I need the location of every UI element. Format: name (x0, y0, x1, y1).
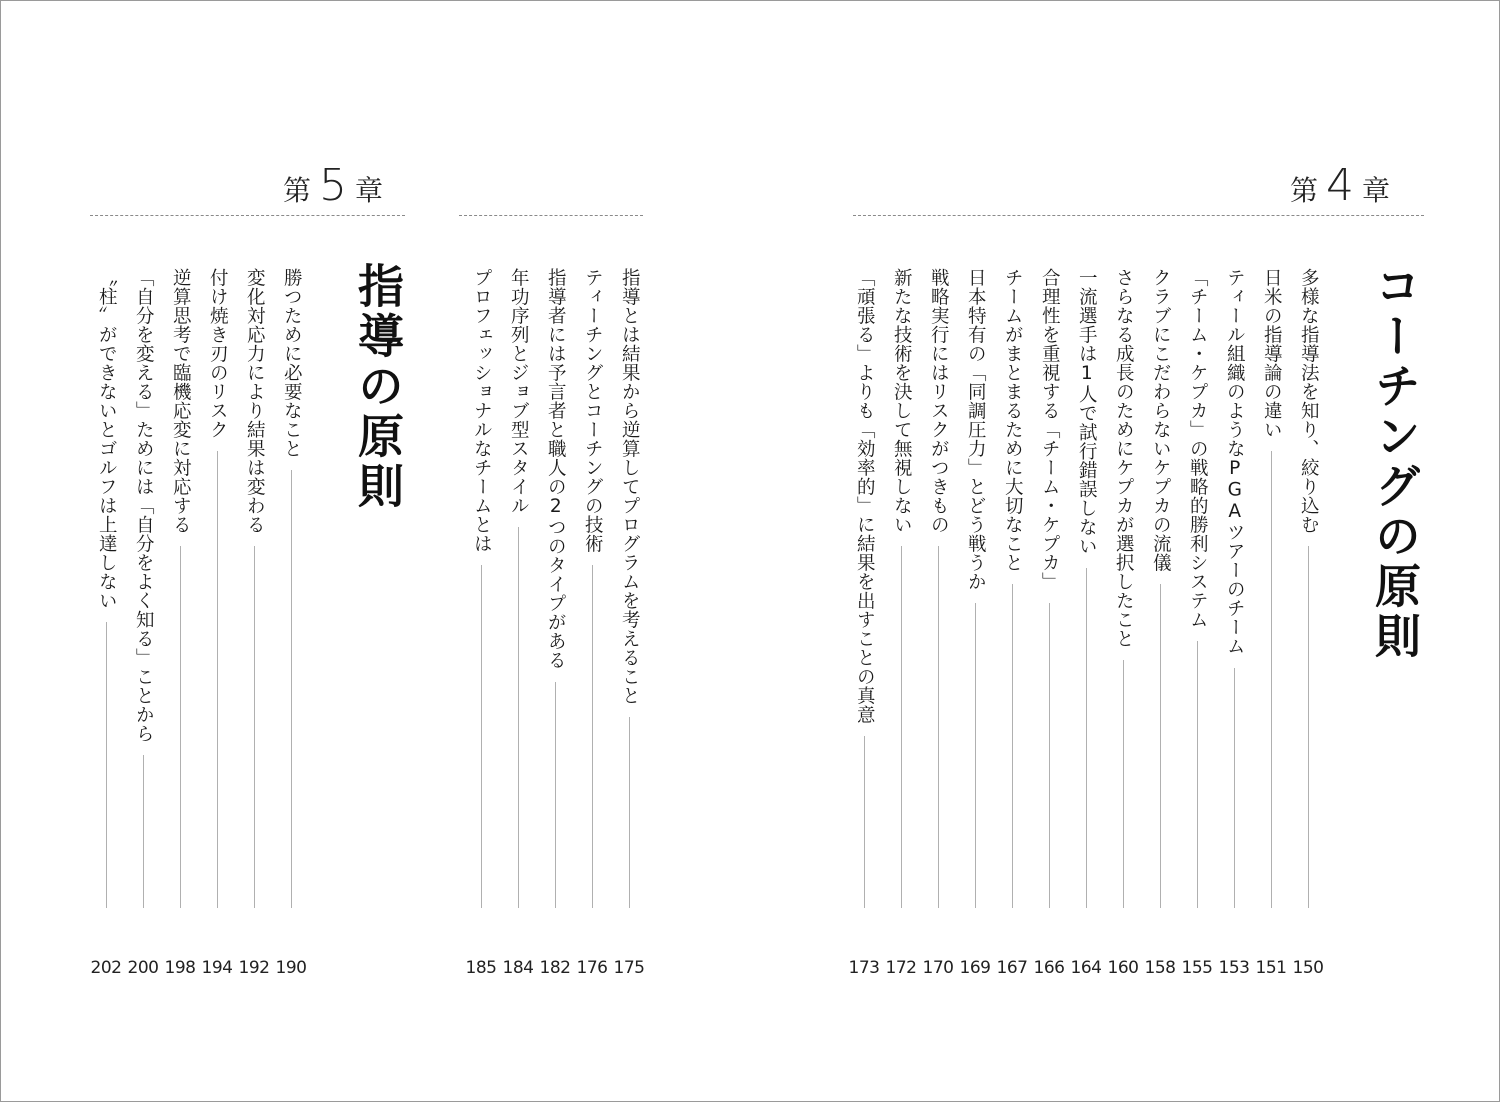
chapter4-heading (1290, 160, 1390, 210)
chapter4-label-suffix: 章 (1362, 174, 1391, 207)
toc-leader-line (592, 565, 593, 908)
toc-entry-title: 〝柱〟ができないとゴルフは上達しない (96, 268, 118, 610)
toc-leader-line (254, 546, 255, 908)
toc-entry[interactable] (1037, 268, 1061, 908)
toc-leader-line (1197, 641, 1198, 908)
toc-page-number: 173 (848, 958, 880, 978)
chapter5-title: 指導の原則 (351, 262, 405, 512)
toc-page-number: 170 (922, 958, 954, 978)
toc-entry-title: 指導とは結果から逆算してプログラムを考えること (619, 268, 641, 705)
toc-entry-title: 指導者には予言者と職人の2つのタイプがある (545, 268, 567, 670)
toc-entry-title: ティール組織のようなPGAツアーのチーム (1224, 268, 1246, 656)
toc-entry[interactable] (1259, 268, 1283, 908)
toc-entry[interactable] (131, 268, 155, 908)
toc-entry[interactable] (205, 268, 229, 908)
toc-entry[interactable] (926, 268, 950, 908)
toc-entry-title: 変化対応力により結果は変わる (244, 268, 266, 534)
toc-page-number: 155 (1181, 958, 1213, 978)
chapter5-dashed-rule (90, 215, 405, 216)
toc-page-number: 176 (576, 958, 608, 978)
toc-entry-title: さらなる成長のためにケプカが選択したこと (1113, 268, 1135, 648)
chapter4-label-prefix: 第 (1290, 174, 1319, 207)
toc-page-number: 153 (1218, 958, 1250, 978)
chapter5-label-prefix: 第 (283, 174, 312, 207)
toc-leader-line (1308, 546, 1309, 908)
toc-entry-title: 戦略実行にはリスクがつきもの (928, 268, 950, 534)
toc-entry[interactable] (1148, 268, 1172, 908)
chapter5-label-suffix: 章 (355, 174, 384, 207)
toc-page-number: 185 (465, 958, 497, 978)
toc-entry[interactable] (279, 268, 303, 908)
toc-leader-line (481, 565, 482, 908)
toc-page-number: 151 (1255, 958, 1287, 978)
toc-leader-line (975, 603, 976, 908)
toc-entry-title: チームがまとまるために大切なこと (1002, 268, 1024, 572)
toc-entry[interactable] (1222, 268, 1246, 908)
toc-entry-title: 日本特有の「同調圧力」とどう戦うか (965, 268, 987, 591)
toc-entry[interactable] (242, 268, 266, 908)
toc-leader-line (1234, 668, 1235, 909)
toc-entry[interactable] (94, 268, 118, 908)
toc-entry-title: 付け焼き刃のリスク (207, 268, 229, 439)
toc-entry-title: 「頑張る」よりも「効率的」に結果を出すことの真意 (854, 268, 876, 724)
toc-page-number: 160 (1107, 958, 1139, 978)
toc-entry-title: 日米の指導論の違い (1261, 268, 1283, 439)
toc-leader-line (518, 527, 519, 908)
chapter4-cont-dashed-rule (459, 215, 643, 216)
toc-leader-line (938, 546, 939, 908)
toc-entry[interactable] (1000, 268, 1024, 908)
toc-leader-line (1012, 584, 1013, 908)
toc-page-number: 192 (238, 958, 270, 978)
toc-page-number: 190 (275, 958, 307, 978)
toc-entry[interactable] (168, 268, 192, 908)
toc-entry-title: ティーチングとコーチングの技術 (582, 268, 604, 553)
chapter5-heading (283, 160, 383, 210)
toc-leader-line (864, 736, 865, 908)
toc-leader-line (217, 451, 218, 908)
toc-entry[interactable] (963, 268, 987, 908)
toc-entry[interactable] (506, 268, 530, 908)
chapter4-number: 4 (1326, 160, 1355, 211)
toc-entry[interactable] (543, 268, 567, 908)
toc-page-number: 158 (1144, 958, 1176, 978)
toc-page-number: 164 (1070, 958, 1102, 978)
toc-leader-line (1271, 451, 1272, 908)
toc-page-number: 184 (502, 958, 534, 978)
chapter4-title: コーチングの原則 (1368, 262, 1422, 662)
toc-entry-title: 一流選手は1人で試行錯誤しない (1076, 268, 1098, 556)
chapter5-number: 5 (319, 160, 348, 211)
toc-leader-line (291, 470, 292, 908)
toc-entry[interactable] (1111, 268, 1135, 908)
toc-leader-line (1160, 584, 1161, 908)
toc-leader-line (143, 755, 144, 908)
toc-leader-line (629, 717, 630, 908)
toc-page-number: 198 (164, 958, 196, 978)
toc-entry-title: 「チーム・ケプカ」の戦略的勝利システム (1187, 268, 1209, 629)
toc-entry-title: クラブにこだわらないケプカの流儀 (1150, 268, 1172, 572)
toc-page-number: 166 (1033, 958, 1065, 978)
toc-entry[interactable] (617, 268, 641, 908)
toc-entry[interactable] (852, 268, 876, 908)
toc-entry[interactable] (1185, 268, 1209, 908)
toc-page-number: 150 (1292, 958, 1324, 978)
toc-page-number: 172 (885, 958, 917, 978)
toc-leader-line (555, 682, 556, 909)
toc-leader-line (106, 622, 107, 908)
toc-entry[interactable] (1074, 268, 1098, 908)
toc-entry-title: 勝つために必要なこと (281, 268, 303, 458)
toc-entry-title: 年功序列とジョブ型スタイル (508, 268, 530, 515)
toc-page-number: 200 (127, 958, 159, 978)
toc-page-number: 169 (959, 958, 991, 978)
toc-leader-line (1086, 568, 1087, 909)
toc-leader-line (901, 546, 902, 908)
toc-entry-title: 逆算思考で臨機応変に対応する (170, 268, 192, 534)
toc-leader-line (180, 546, 181, 908)
toc-entry-title: 合理性を重視する「チーム・ケプカ」 (1039, 268, 1061, 591)
toc-page-number: 167 (996, 958, 1028, 978)
toc-entry-title: 新たな技術を決して無視しない (891, 268, 913, 534)
toc-entry[interactable] (889, 268, 913, 908)
toc-page-number: 202 (90, 958, 122, 978)
toc-page-number: 175 (613, 958, 645, 978)
toc-entry-title: プロフェッショナルなチームとは (471, 268, 493, 553)
toc-page-number: 194 (201, 958, 233, 978)
toc-entry[interactable] (580, 268, 604, 908)
toc-entry[interactable] (469, 268, 493, 908)
toc-entry-title: 「自分を変える」ためには「自分をよく知る」ことから (133, 268, 155, 743)
toc-entry[interactable] (1296, 268, 1320, 908)
chapter4-dashed-rule (853, 215, 1424, 216)
toc-entry-title: 多様な指導法を知り、絞り込む (1298, 268, 1320, 534)
toc-page-number: 182 (539, 958, 571, 978)
toc-leader-line (1123, 660, 1124, 908)
toc-leader-line (1049, 603, 1050, 908)
